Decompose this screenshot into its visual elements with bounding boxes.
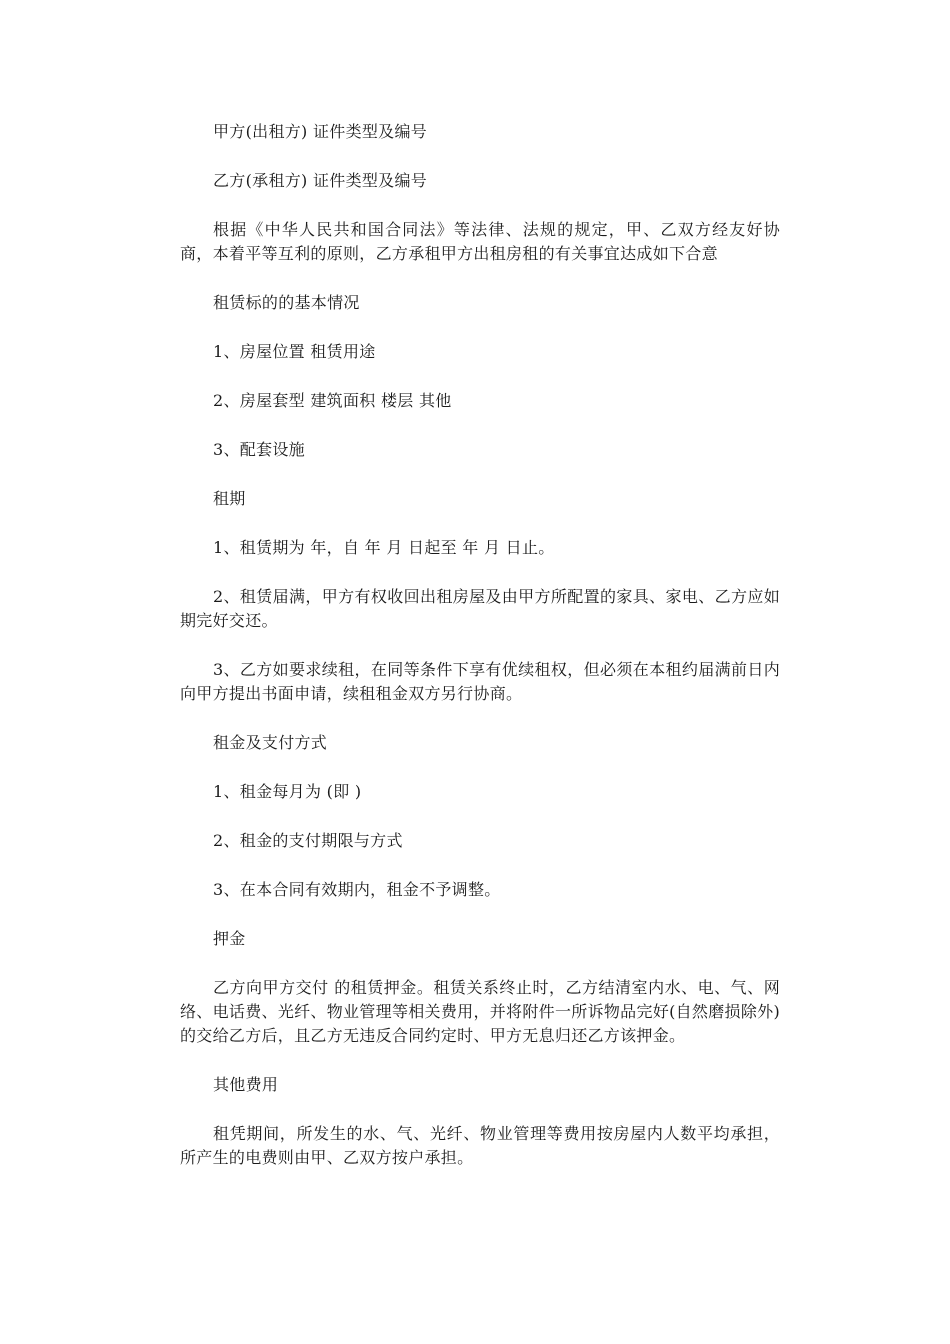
section-heading-term: 租期 <box>213 489 246 508</box>
term-item-3: 3、乙方如要求续租，在同等条件下享有优续租权，但必须在本租约届满前日内向甲方提出书面申请，续租租金双方另行协商。 <box>180 660 780 703</box>
rent-item-3: 3、在本合同有效期内，租金不予调整。 <box>213 880 501 899</box>
premises-item-2: 2、房屋套型 建筑面积 楼层 其他 <box>213 391 452 410</box>
preamble-paragraph: 根据《中华人民共和国合同法》等法律、法规的规定，甲、乙双方经友好协商，本着平等互利的原则，乙方承租甲方出租房租的有关事宜达成如下合意 <box>180 220 780 263</box>
section-heading-rent: 租金及支付方式 <box>213 733 328 752</box>
document-body <box>180 120 780 1195</box>
party-a-line: 甲方(出租方) 证件类型及编号 <box>213 122 428 141</box>
section-heading-deposit: 押金 <box>213 929 246 948</box>
term-item-2: 2、租赁届满，甲方有权收回出租房屋及由甲方所配置的家具、家电、乙方应如期完好交还。 <box>180 587 780 630</box>
section-heading-premises: 租赁标的的基本情况 <box>213 293 360 312</box>
premises-item-1: 1、房屋位置 租赁用途 <box>213 342 376 361</box>
party-b-line: 乙方(承租方) 证件类型及编号 <box>213 171 428 190</box>
deposit-paragraph: 乙方向甲方交付 的租赁押金。租赁关系终止时，乙方结清室内水、电、气、网络、电话费、光纤、物业管理等相关费用，并将附件一所诉物品完好(自然磨损除外)的交给乙方后，且乙方无违反合同约定时、甲方无息归还乙方该押金。 <box>180 978 780 1045</box>
rent-item-1: 1、租金每月为 (即 ) <box>213 782 362 801</box>
premises-item-3: 3、配套设施 <box>213 440 305 459</box>
term-item-1: 1、租赁期为 年，自 年 月 日起至 年 月 日止。 <box>213 538 555 557</box>
rent-item-2: 2、租金的支付期限与方式 <box>213 831 403 850</box>
other-fees-paragraph: 租凭期间，所发生的水、气、光纤、物业管理等费用按房屋内人数平均承担，所产生的电费则由甲、乙双方按户承担。 <box>180 1124 780 1167</box>
section-heading-other-fees: 其他费用 <box>213 1075 279 1094</box>
